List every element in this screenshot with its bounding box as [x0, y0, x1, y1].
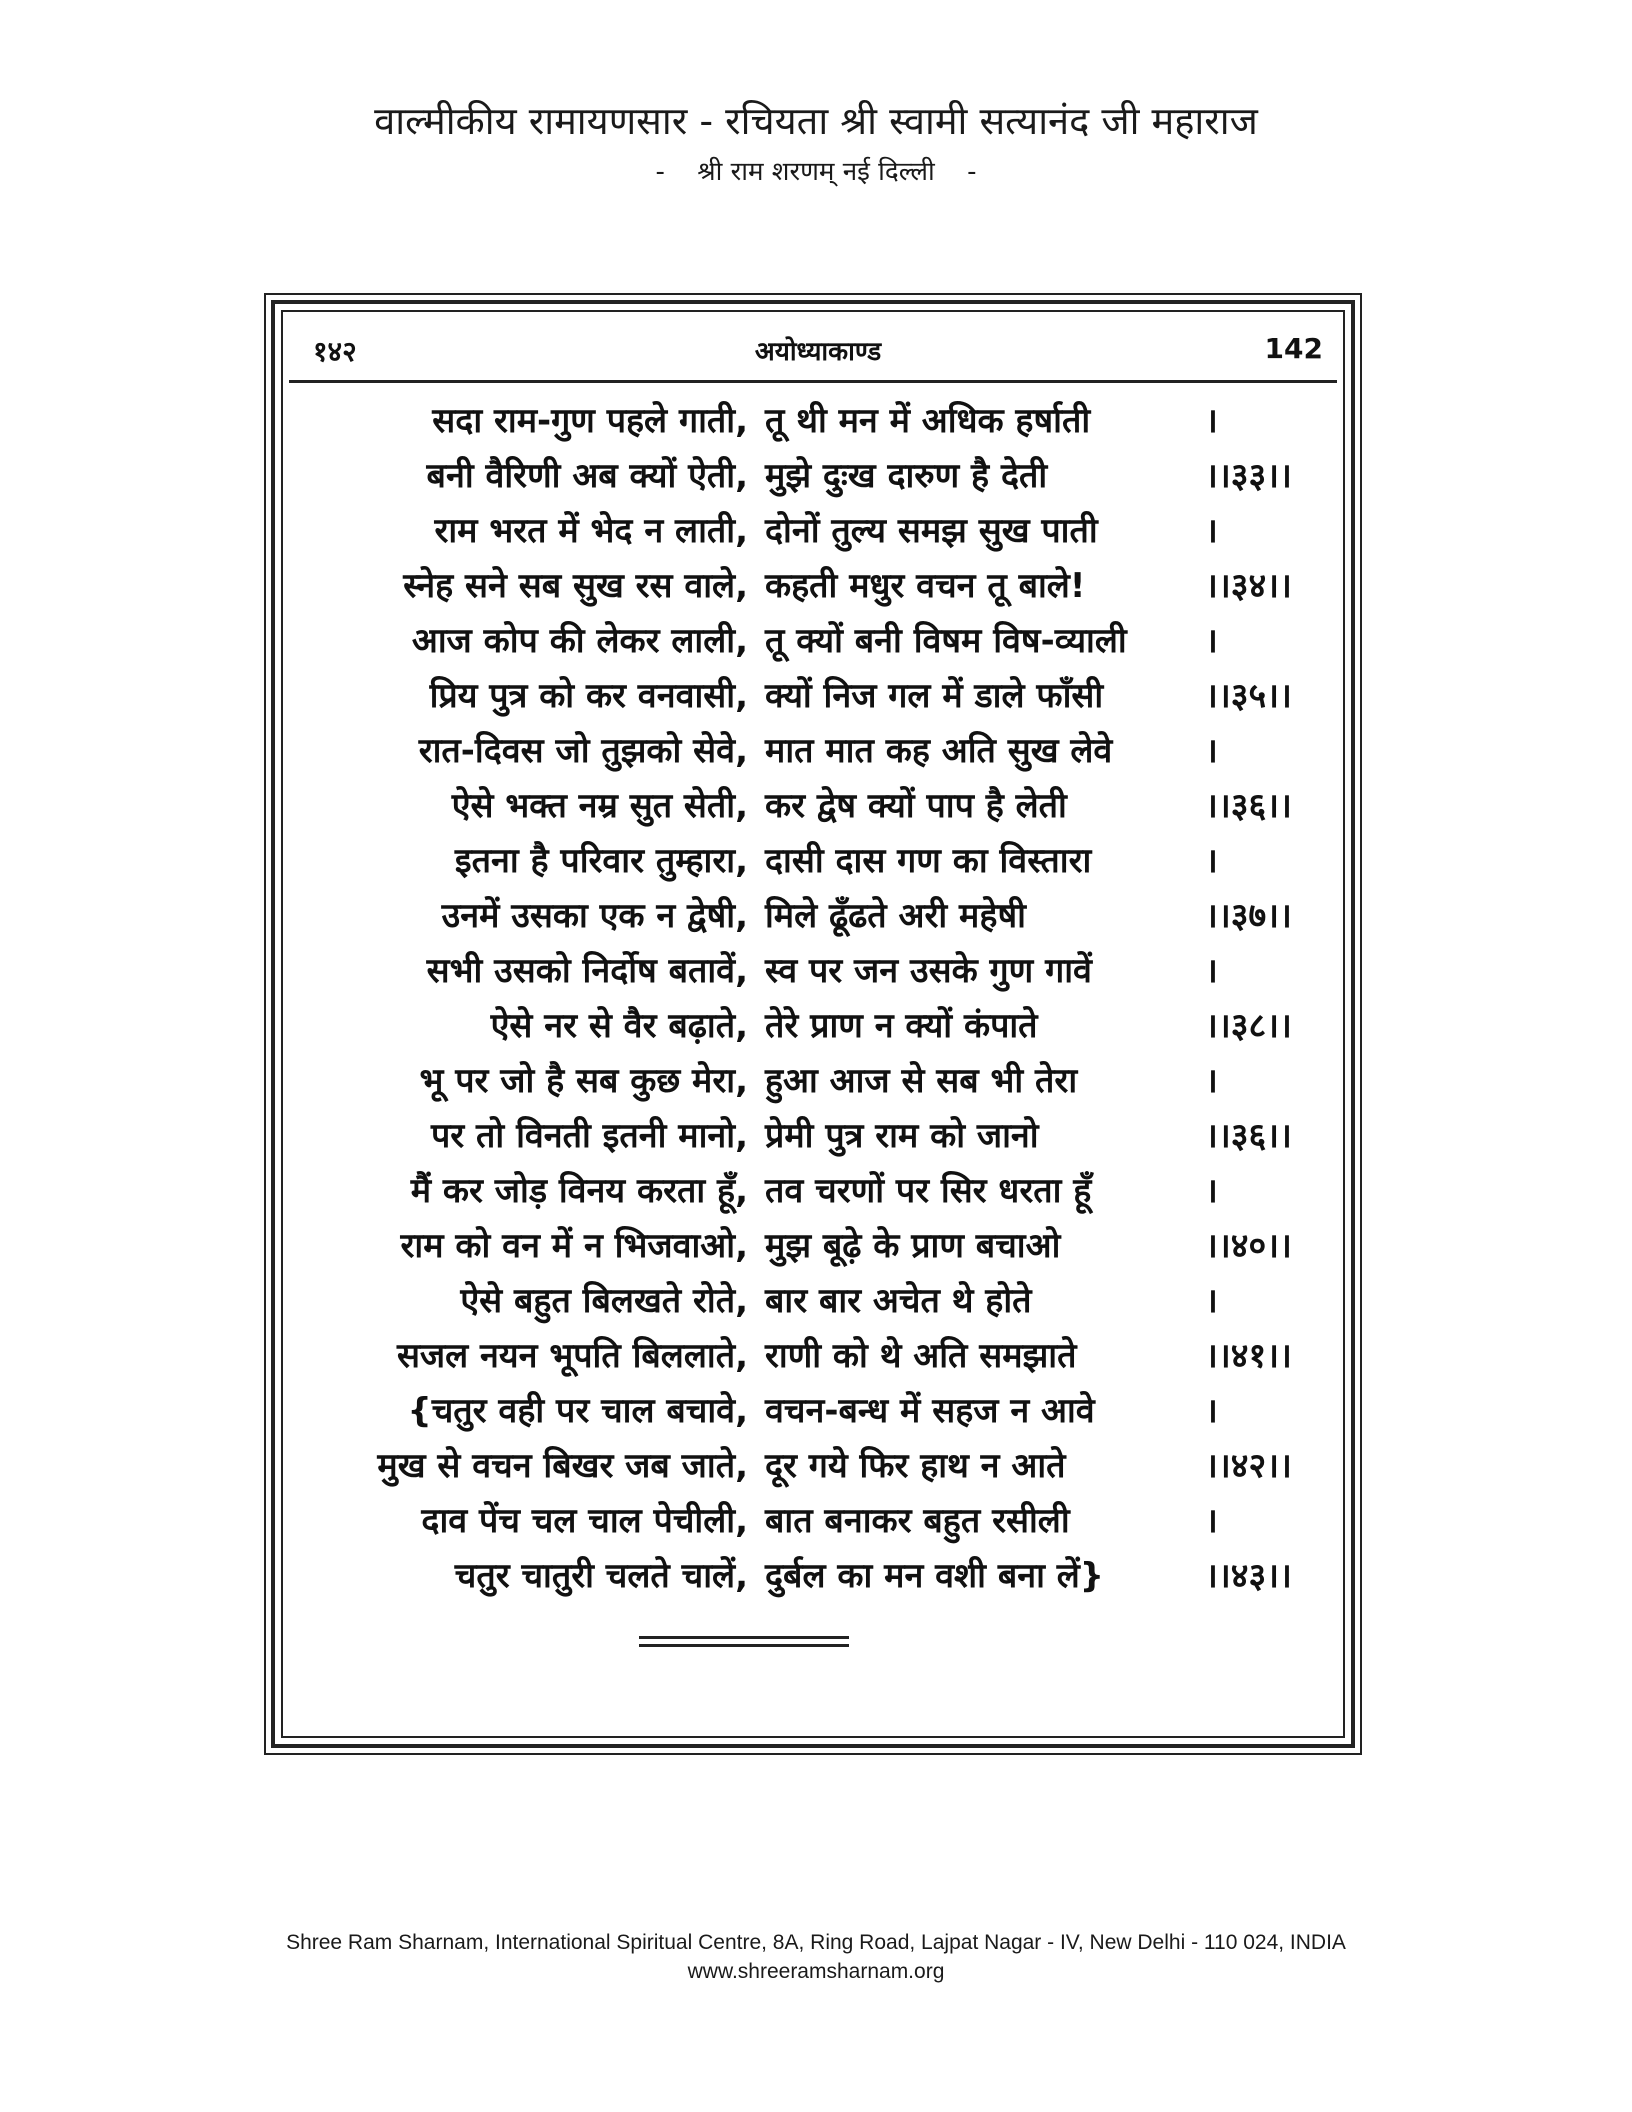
verse-second-half: कहती मधुर वचन तू बाले!: [765, 566, 1086, 606]
header-subtitle-text: श्री राम शरणम् नई दिल्ली: [697, 157, 935, 187]
verse-line: [323, 889, 1323, 944]
verse-first-half: आज कोप की लेकर लाली,: [411, 621, 748, 661]
verse-second-half: दूर गये फिर हाथ न आते: [765, 1446, 1066, 1486]
verse-first-half: मुख से वचन बिखर जब जाते,: [377, 1446, 748, 1486]
verse-first-half: सजल नयन भूपति बिललाते,: [396, 1336, 748, 1376]
page-number: 142: [1264, 332, 1323, 365]
verse-number: ।।३६।।: [1205, 786, 1292, 826]
verse-first-half: राम को वन में न भिजवाओ,: [400, 1226, 748, 1266]
verse-number: ।: [1205, 1391, 1218, 1431]
verse-number: ।।४१।।: [1205, 1336, 1292, 1376]
verse-second-half: दासी दास गण का विस्तारा: [765, 841, 1092, 881]
verse-line: [323, 669, 1323, 724]
running-head: [313, 332, 1323, 372]
verse-first-half: ऐसे बहुत बिलखते रोते,: [460, 1281, 748, 1321]
verse-first-half: मैं कर जोड़ विनय करता हूँ,: [410, 1171, 748, 1211]
verse-line: [323, 834, 1323, 889]
verse-second-half: तेरे प्राण न क्यों कंपाते: [765, 1006, 1038, 1046]
verse-line: [323, 779, 1323, 834]
verse-number: ।: [1205, 1281, 1218, 1321]
verse-number: ।: [1205, 511, 1218, 551]
header-subtitle: [0, 152, 1632, 192]
verse-number: ।।४२।।: [1205, 1446, 1292, 1486]
verse-first-half: बनी वैरिणी अब क्यों ऐती,: [426, 456, 748, 496]
frame-border: [271, 300, 1355, 1748]
verse-first-half: सदा राम-गुण पहले गाती,: [432, 401, 748, 441]
verse-second-half: दुर्बल का मन वशी बना लें}: [765, 1556, 1105, 1596]
verse-second-half: मिले ढूँढते अरी महेषी: [765, 896, 1026, 936]
verse-second-half: वचन-बन्ध में सहज न आवे: [765, 1391, 1095, 1431]
verse-second-half: बात बनाकर बहुत रसीली: [765, 1501, 1070, 1541]
footer-address: Shree Ram Sharnam, International Spiritual Centre, 8A, Ring Road, Lajpat Nagar - IV, New Delhi - 110 024, INDIA: [286, 1931, 1346, 1954]
verse-line: [323, 1164, 1323, 1219]
verse-second-half: कर द्वेष क्यों पाप है लेती: [765, 786, 1067, 826]
verse-number: ।: [1205, 1171, 1218, 1211]
verse-line: [323, 1549, 1323, 1604]
page-header: [0, 96, 1632, 192]
end-divider: [639, 1636, 849, 1647]
verse-line: [323, 1109, 1323, 1164]
verse-line: [323, 944, 1323, 999]
verse-second-half: प्रेमी पुत्र राम को जानो: [765, 1116, 1039, 1156]
header-dash-right: -: [967, 157, 977, 187]
verse-second-half: तू क्यों बनी विषम विष-व्याली: [765, 621, 1127, 661]
verse-line: [323, 1494, 1323, 1549]
verse-first-half: प्रिय पुत्र को कर वनवासी,: [429, 676, 748, 716]
verse-list: [323, 394, 1323, 1604]
verse-number: ।: [1205, 401, 1218, 441]
verse-line: [323, 1274, 1323, 1329]
verse-first-half: राम भरत में भेद न लाती,: [434, 511, 748, 551]
verse-second-half: क्यों निज गल में डाले फाँसी: [765, 676, 1104, 716]
verse-line: [323, 559, 1323, 614]
verse-line: [323, 1219, 1323, 1274]
verse-second-half: मुझ बूढ़े के प्राण बचाओ: [765, 1226, 1061, 1266]
verse-first-half: भू पर जो है सब कुछ मेरा,: [419, 1061, 748, 1101]
header-dash-left: -: [655, 157, 665, 187]
verse-second-half: हुआ आज से सब भी तेरा: [765, 1061, 1078, 1101]
verse-number: ।: [1205, 951, 1218, 991]
verse-line: [323, 614, 1323, 669]
verse-first-half: चतुर चातुरी चलते चालें,: [454, 1556, 748, 1596]
verse-number: ।: [1205, 1061, 1218, 1101]
verse-line: [323, 394, 1323, 449]
page-footer: [0, 1928, 1632, 1986]
head-divider: [289, 380, 1337, 383]
verse-line: [323, 1439, 1323, 1494]
verse-line: [323, 1329, 1323, 1384]
verse-first-half: सभी उसको निर्दोष बतावें,: [426, 951, 748, 991]
verse-first-half: दाव पेंच चल चाल पेचीली,: [421, 1501, 748, 1541]
verse-number: ।: [1205, 841, 1218, 881]
frame-inner-border: [281, 310, 1345, 1738]
page-frame: [264, 293, 1362, 1755]
verse-second-half: बार बार अचेत थे होते: [765, 1281, 1032, 1321]
verse-second-half: मात मात कह अति सुख लेवे: [765, 731, 1113, 771]
verse-first-half: पर तो विनती इतनी मानो,: [431, 1116, 748, 1156]
verse-second-half: तू थी मन में अधिक हर्षाती: [765, 401, 1091, 441]
verse-number: ।: [1205, 1501, 1218, 1541]
verse-line: [323, 1054, 1323, 1109]
verse-second-half: तव चरणों पर सिर धरता हूँ: [765, 1171, 1092, 1211]
footer-website[interactable]: www.shreeramsharnam.org: [687, 1960, 945, 1983]
verse-line: [323, 724, 1323, 779]
verse-number: ।।४३।।: [1205, 1556, 1292, 1596]
page-number-devanagari: १४२: [313, 335, 357, 368]
verse-second-half: दोनों तुल्य समझ सुख पाती: [765, 511, 1098, 551]
verse-first-half: स्नेह सने सब सुख रस वाले,: [403, 566, 748, 606]
verse-first-half: रात-दिवस जो तुझको सेवे,: [418, 731, 748, 771]
verse-number: ।।३८।।: [1205, 1006, 1292, 1046]
verse-second-half: राणी को थे अति समझाते: [765, 1336, 1077, 1376]
verse-number: ।।३६।।: [1205, 1116, 1292, 1156]
verse-number: ।।४०।।: [1205, 1226, 1292, 1266]
verse-first-half: उनमें उसका एक न द्वेषी,: [441, 896, 748, 936]
verse-second-half: मुझे दुःख दारुण है देती: [765, 456, 1048, 496]
verse-number: ।।३५।।: [1205, 676, 1292, 716]
verse-number: ।: [1205, 621, 1218, 661]
verse-line: [323, 504, 1323, 559]
verse-first-half: {चतुर वही पर चाल बचावे,: [407, 1391, 748, 1431]
verse-first-half: ऐसे नर से वैर बढ़ाते,: [490, 1006, 748, 1046]
verse-number: ।।३७।।: [1205, 896, 1292, 936]
verse-line: [323, 999, 1323, 1054]
verse-first-half: ऐसे भक्त नम्र सुत सेती,: [451, 786, 748, 826]
verse-line: [323, 1384, 1323, 1439]
verse-number: ।।३४।।: [1205, 566, 1292, 606]
verse-number: ।।३३।।: [1205, 456, 1292, 496]
verse-first-half: इतना है परिवार तुम्हारा,: [454, 841, 748, 881]
verse-second-half: स्व पर जन उसके गुण गावें: [765, 951, 1092, 991]
chapter-title: अयोध्याकाण्ड: [754, 337, 882, 367]
header-title: वाल्मीकीय रामायणसार - रचियता श्री स्वामी सत्यानंद जी महाराज: [374, 99, 1258, 143]
verse-number: ।: [1205, 731, 1218, 771]
verse-line: [323, 449, 1323, 504]
